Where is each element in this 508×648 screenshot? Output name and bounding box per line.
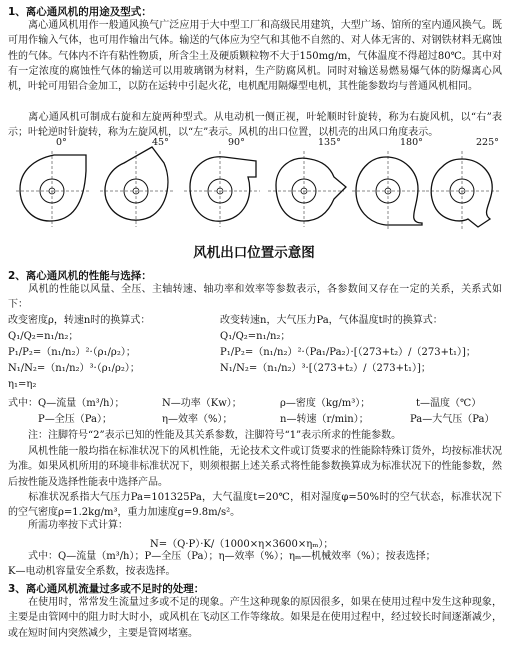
legend-pressure: P—全压（Pa）； — [38, 414, 112, 425]
angle-label: 90° — [228, 137, 245, 148]
left-formula-1: Q₁/Q₂=n₁/n₂； — [8, 331, 79, 342]
right-formula-1: Q₁/Q₂=n₁/n₂； — [220, 331, 291, 342]
left-formula-3: N₁/N₂=（n₁/n₂）³·（ρ₁/ρ₂）； — [8, 363, 140, 374]
section2-heading: 2、离心通风机的性能与选择： — [8, 270, 152, 282]
legend-atmospheric: Pa—大气压（Pa） — [410, 414, 495, 425]
angle-label: 135° — [318, 137, 341, 148]
fan-housing-225-icon — [420, 137, 508, 233]
fan-housing-0-icon — [10, 137, 98, 233]
angle-label: 45° — [152, 137, 169, 148]
fan-housing-90-icon — [178, 137, 266, 233]
legend-efficiency: η—效率（%）； — [162, 414, 233, 425]
angle-label: 0° — [56, 137, 67, 148]
legend-temperature: t—温度（℃） — [416, 398, 482, 409]
diagram-caption: 风机出口位置示意图 — [193, 245, 315, 261]
legend-speed: n—转速（r/min）； — [280, 414, 369, 425]
left-formula-title: 改变密度ρ，转速n时的换算式： — [8, 315, 151, 326]
outlet-position-diagrams — [0, 137, 508, 233]
fan-housing-135-icon — [262, 137, 350, 233]
subscript-note: 注：注脚符号“2”表示已知的性能及其关系参数，注脚符号“1”表示所求的性能参数。 — [28, 430, 402, 441]
section1-paragraph2: 离心通风机可制成右旋和左旋两种型式。从电动机一侧正视，叶轮顺时针旋转，称为右旋风机，以“右”表示；叶轮逆时针旋转，称为左旋风机，以“左”表示。风机的出口位置，以机壳的出风口角度表示。 — [8, 112, 502, 139]
left-formula-2: P₁/P₂=（n₁/n₂）²·（ρ₁/ρ₂）； — [8, 347, 136, 358]
section3-heading: 3、离心通风机流量过多或不足时的处理： — [8, 583, 205, 595]
standard-state-paragraph: 标准状况系指大气压力Pa=101325Pa，大气温度t=20℃，相对湿度φ=50%时的空气状态，标准状况下的空气密度ρ=1.2kg/m³，重力加速度g=9.8m/s²。 — [8, 492, 502, 519]
section1-heading: 1、离心通风机的用途及型式： — [8, 6, 152, 18]
angle-label: 225° — [476, 137, 499, 148]
right-formula-title: 改变转速n，大气压力Pa，气体温度t时的换算式： — [220, 315, 443, 326]
power-legend: 式中：Q—流量（m³/h）；P—全压（Pa）；η—效率（%）；ηₘ—机械效率（%）；按表选择； — [28, 551, 436, 562]
outlet-diagram-225 — [420, 137, 508, 233]
motor-safety-factor: K—电动机容量安全系数，按表选择。 — [8, 566, 176, 577]
standard-conditions-paragraph: 风机性能一般均指在标准状况下的风机性能，无论技术文件或订货要求的性能除特殊订货外，均按标准状况为准。如果风机所用的环境非标准状况下，则须根据上述关系式将性能参数换算成为标准状况下的性能参数，然后按性能及选择性能表中选择产品。 — [8, 446, 502, 488]
right-formula-2: P₁/P₂=（n₁/n₂）²·（Pa₁/Pa₂）·[（273+t₂）/（273+t₁）]； — [220, 347, 476, 358]
section2-intro: 风机的性能以风量、全压、主轴转速、轴功率和效率等参数表示，各参数间又存在一定的关系，关系式如下： — [8, 284, 502, 311]
outlet-diagram-135 — [262, 137, 350, 233]
angle-label: 180° — [400, 137, 423, 148]
legend-flow: 式中：Q—流量（m³/h）； — [8, 398, 125, 409]
legend-density: ρ—密度（kg/m³）； — [280, 398, 371, 409]
outlet-diagram-45 — [94, 137, 182, 233]
fan-housing-45-icon — [94, 137, 182, 233]
legend-power: N—功率（Kw）； — [162, 398, 242, 409]
outlet-diagram-0 — [10, 137, 98, 233]
left-formula-4: η₁=η₂ — [8, 379, 37, 390]
power-formula: N=（Q·P）·K/（1000×η×3600×ηₘ）； — [150, 539, 334, 550]
right-formula-3: N₁/N₂=（n₁/n₂）³·[（273+t₂）/（273+t₁）]； — [220, 363, 431, 374]
section3-paragraph: 在使用时，常常发生流量过多或不足的现象。产生这种现象的原因很多，如果在使用过程中发生这种现象，主要是由管网中的阻力时大时小，或风机在飞动区工作等缘故。如果是在使用过程中，经过较长时间逐渐减少，或在短时间内突然减少，主要是管网堵塞。 — [8, 597, 502, 639]
outlet-diagram-90 — [178, 137, 266, 233]
section1-paragraph1: 离心通风机用作一般通风换气广泛应用于大中型工厂和高级民用建筑，大型广场、馆所的室内通风换气。既可用作输入气体，也可用作输出气体。输送的气体应为空气和其他不自然的、对人体无害的、对钢铁材料无腐蚀性的气体。气体内不许有粘性物质，所含尘土及硬质颗粒物不大于150mg/m，气体温度不得超过80℃。其中对有一定浓度的腐蚀性气体的输送可以用玻璃钢为材料，生产防腐风机。同时对输送易燃易爆气体的防爆离心风机，叶轮可用铝合金加工，以防在运转中引起火花，电机配用隔爆型电机，其性能参数均与普通风机相同。 — [8, 20, 502, 93]
power-formula-title: 所需功率按下式计算： — [28, 520, 128, 531]
